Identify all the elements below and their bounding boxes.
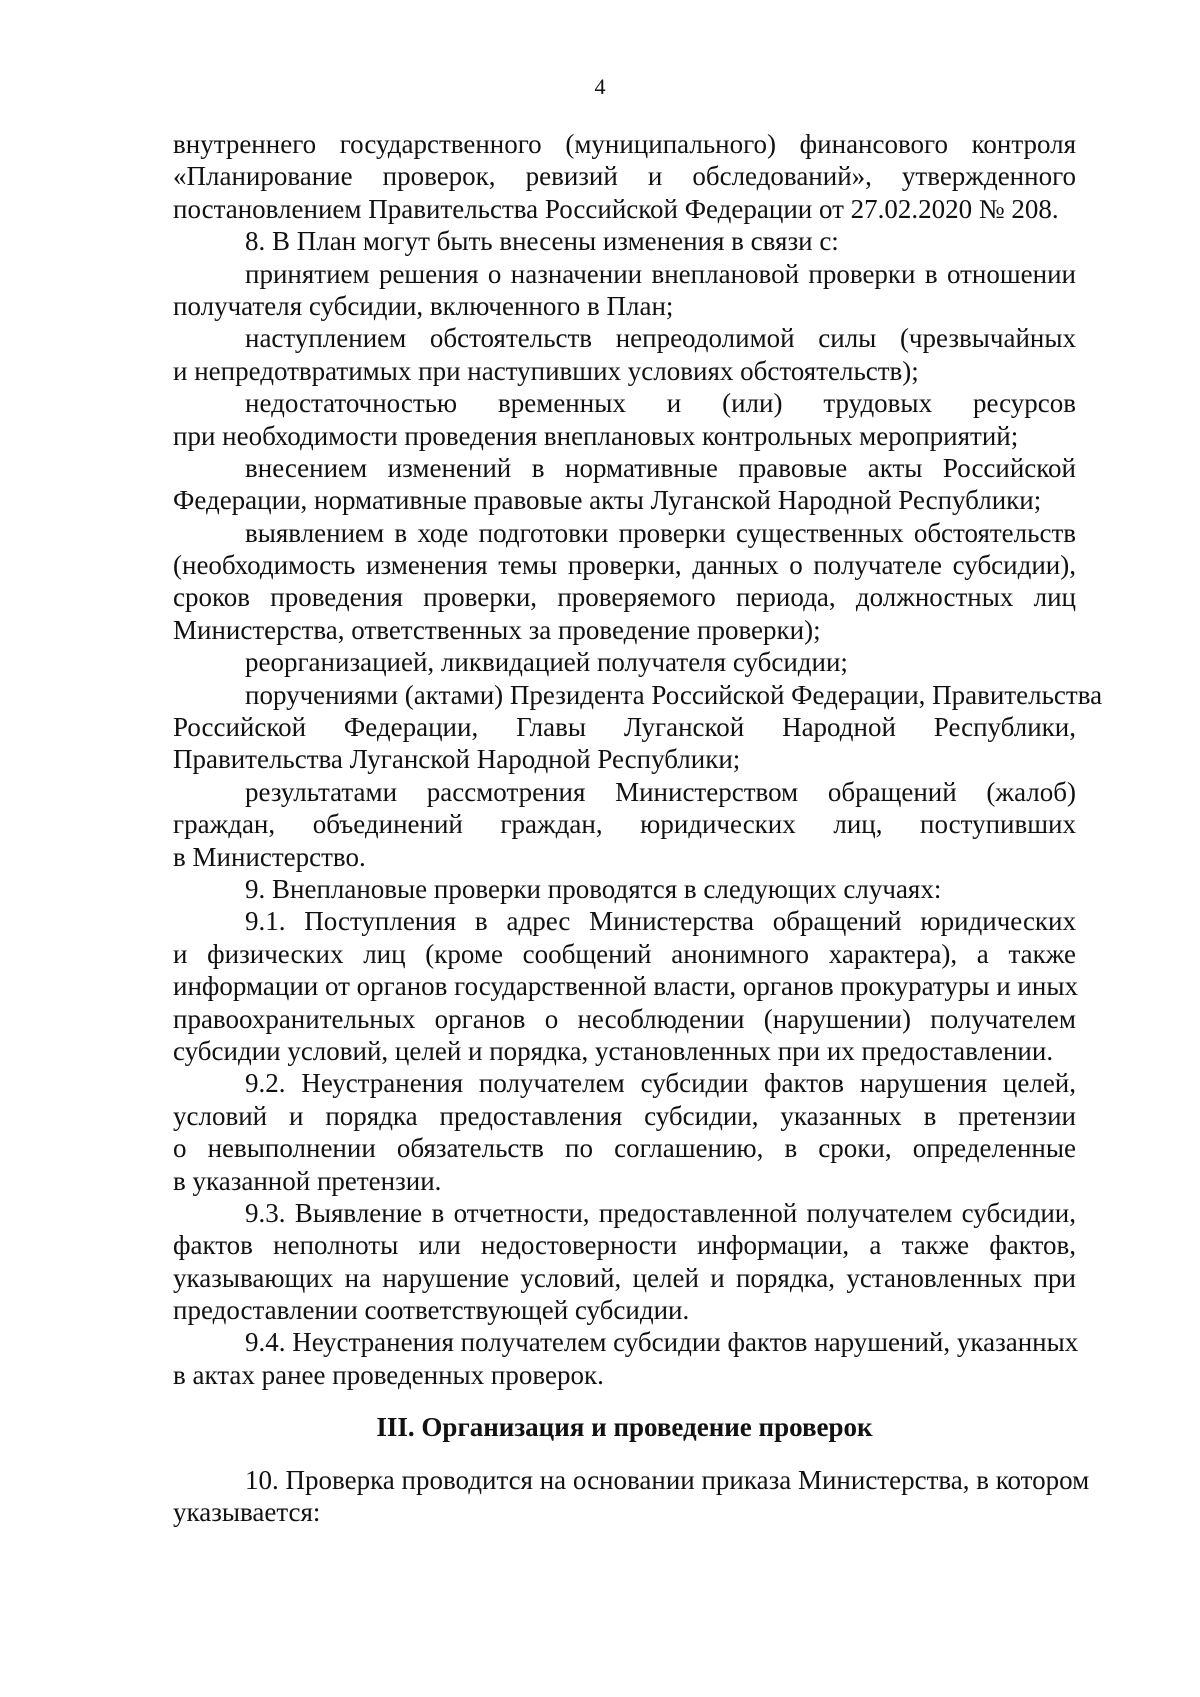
text-line: и физических лиц (кроме сообщений анонимного характера), а также [173, 938, 1076, 969]
text-line: недостаточностью временных и (или) трудовых ресурсов [245, 388, 1076, 419]
text-line: о невыполнении обязательств по соглашению, в сроки, определенные [173, 1133, 1076, 1164]
text-line: Российской Федерации, Главы Луганской Народной Республики, [173, 712, 1076, 743]
text-line: поручениями (актами) Президента Российской Федерации, Правительства [245, 679, 1103, 710]
text-line: наступлением обстоятельств непреодолимой силы (чрезвычайных [245, 323, 1076, 354]
text-line: субсидии условий, целей и порядка, установленных при их предоставлении. [173, 1035, 1054, 1066]
text-line: (необходимость изменения темы проверки, данных о получателе субсидии), [173, 550, 1076, 581]
text-line: в указанной претензии. [173, 1165, 442, 1196]
text-line: реорганизацией, ликвидацией получателя субсидии; [245, 647, 848, 678]
text-line: Правительства Луганской Народной Республики; [173, 744, 741, 775]
text-line: принятием решения о назначении внеплановой проверки в отношении [245, 258, 1076, 289]
text-line: указывается: [173, 1497, 321, 1528]
page-number: 4 [594, 74, 606, 99]
text-line: внесением изменений в нормативные правовые акты Российской [245, 452, 1076, 483]
text-line: 9.1. Поступления в адрес Министерства обращений юридических [245, 906, 1076, 937]
text-line: 9.2. Неустранения получателем субсидии фактов нарушения целей, [245, 1068, 1076, 1099]
text-line: информации от органов государственной власти, органов прокуратуры и иных [173, 971, 1078, 1002]
text-line: сроков проведения проверки, проверяемого периода, должностных лиц [173, 582, 1076, 613]
text-line: получателя субсидии, включенного в План; [173, 290, 674, 321]
text-line: в Министерство. [173, 841, 366, 872]
text-line: указывающих на нарушение условий, целей и порядка, установленных при [173, 1262, 1076, 1293]
text-line: предоставлении соответствующей субсидии. [173, 1295, 690, 1326]
section-heading: III. Организация и проведение проверок [376, 1412, 873, 1443]
text-line: выявлением в ходе подготовки проверки существенных обстоятельств [245, 517, 1076, 548]
text-line: постановлением Правительства Российской Федерации от 27.02.2020 № 208. [173, 193, 1059, 224]
text-line: условий и порядка предоставления субсидии, указанных в претензии [173, 1100, 1076, 1131]
text-line: 9.3. Выявление в отчетности, предоставленной получателем субсидии, [245, 1197, 1076, 1228]
text-line: внутреннего государственного (муниципального) финансового контроля [173, 129, 1076, 159]
text-line: при необходимости проведения внеплановых контрольных мероприятий; [173, 420, 1019, 451]
text-line: Федерации, нормативные правовые акты Луганской Народной Республики; [173, 485, 1042, 516]
text-line: правоохранительных органов о несоблюдении (нарушении) получателем [173, 1003, 1076, 1034]
text-line: в актах ранее проведенных проверок. [173, 1359, 604, 1390]
paragraph-9-heading: 9. Внеплановые проверки проводятся в следующих случаях: [245, 873, 942, 904]
text-line: фактов неполноты или недостоверности информации, а также фактов, [173, 1230, 1076, 1261]
text-line: 10. Проверка проводится на основании приказа Министерства, в котором [245, 1464, 1090, 1495]
document-body [173, 128, 1103, 1528]
text-line: Министерства, ответственных за проведение проверки); [173, 614, 821, 645]
text-line: и непредотвратимых при наступивших условиях обстоятельств); [173, 355, 919, 386]
text-line: «Планирование проверок, ревизий и обследований», утвержденного [173, 161, 1076, 192]
paragraph-8-heading: 8. В План могут быть внесены изменения в связи с: [245, 226, 839, 257]
text-line: результатами рассмотрения Министерством обращений (жалоб) [245, 776, 1076, 807]
text-line: граждан, объединений граждан, юридических лиц, поступивших [173, 809, 1076, 840]
text-line: 9.4. Неустранения получателем субсидии фактов нарушений, указанных [245, 1327, 1079, 1358]
